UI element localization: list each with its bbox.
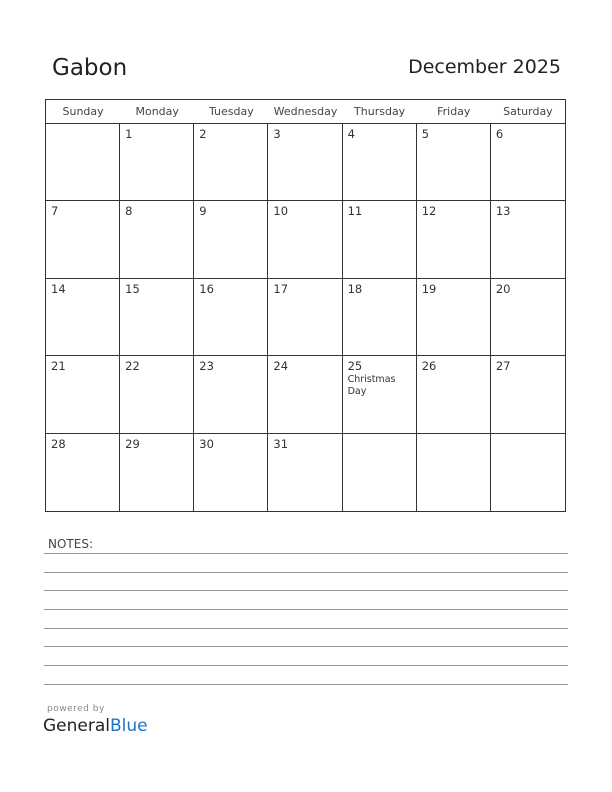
weekday-thursday: Thursday bbox=[354, 105, 406, 118]
day-cell bbox=[194, 434, 268, 511]
day-cell bbox=[417, 356, 491, 433]
day-number: 30 bbox=[199, 436, 214, 451]
day-cell bbox=[120, 124, 194, 201]
brand-blue: Blue bbox=[110, 716, 148, 736]
day-cell bbox=[417, 434, 491, 511]
day-number: 13 bbox=[495, 204, 511, 219]
weekday-sunday: Sunday bbox=[62, 105, 104, 118]
day-number: 8 bbox=[125, 204, 133, 219]
day-number: 20 bbox=[495, 281, 511, 296]
day-cell bbox=[120, 201, 194, 278]
day-cell bbox=[491, 356, 565, 433]
note-line bbox=[44, 590, 568, 591]
day-cell bbox=[194, 279, 268, 356]
day-cell bbox=[194, 356, 268, 433]
month-year-title: December 2025 bbox=[408, 56, 561, 78]
day-cell bbox=[268, 434, 342, 511]
day-number: 14 bbox=[51, 281, 66, 296]
notes-label: NOTES: bbox=[48, 537, 93, 551]
day-cell bbox=[343, 434, 417, 511]
weekday-friday: Friday bbox=[437, 105, 471, 118]
day-cell bbox=[120, 434, 194, 511]
day-cell bbox=[194, 201, 268, 278]
day-number: 27 bbox=[495, 359, 511, 374]
note-line bbox=[44, 665, 568, 666]
day-cell bbox=[343, 201, 417, 278]
day-number: 4 bbox=[347, 127, 355, 141]
day-number: 23 bbox=[199, 359, 214, 374]
powered-by-text: powered by bbox=[47, 704, 105, 714]
weekday-saturday: Saturday bbox=[503, 105, 553, 118]
note-line bbox=[44, 553, 568, 554]
day-number: 12 bbox=[421, 204, 437, 219]
day-number: 25 bbox=[347, 359, 363, 374]
day-number: 19 bbox=[421, 281, 437, 296]
weekday-tuesday: Tuesday bbox=[208, 105, 254, 118]
day-number: 15 bbox=[125, 281, 140, 296]
brand-general: General bbox=[43, 716, 110, 736]
day-number: 2 bbox=[199, 127, 207, 141]
day-number: 29 bbox=[125, 436, 140, 451]
day-number: 6 bbox=[495, 127, 504, 141]
day-cell bbox=[491, 201, 565, 278]
day-number: 10 bbox=[273, 204, 289, 219]
day-cell bbox=[491, 434, 565, 511]
note-line bbox=[44, 646, 568, 647]
day-cell bbox=[491, 124, 565, 201]
day-number: 18 bbox=[347, 281, 363, 296]
day-number: 11 bbox=[347, 204, 363, 219]
day-cell bbox=[120, 279, 194, 356]
brand-logo bbox=[43, 716, 148, 736]
day-cell bbox=[268, 279, 342, 356]
holiday-label: Christmas Day bbox=[347, 374, 396, 398]
day-cell bbox=[343, 279, 417, 356]
day-cell bbox=[268, 201, 342, 278]
day-cell bbox=[268, 124, 342, 201]
day-cell bbox=[491, 279, 565, 356]
day-grid bbox=[46, 124, 565, 511]
day-number: 17 bbox=[273, 281, 289, 296]
calendar-table bbox=[45, 99, 566, 512]
day-number: 31 bbox=[273, 436, 289, 451]
note-line bbox=[44, 628, 568, 629]
day-cell bbox=[46, 201, 120, 278]
day-cell bbox=[417, 279, 491, 356]
country-title: Gabon bbox=[52, 55, 128, 81]
day-number: 26 bbox=[421, 359, 437, 374]
day-number: 24 bbox=[273, 359, 289, 374]
day-cell bbox=[343, 356, 417, 433]
weekday-header-row bbox=[46, 100, 565, 124]
day-number: 16 bbox=[199, 281, 214, 296]
day-cell bbox=[417, 124, 491, 201]
day-cell bbox=[46, 356, 120, 433]
day-cell bbox=[194, 124, 268, 201]
day-cell bbox=[120, 356, 194, 433]
day-number: 1 bbox=[125, 127, 133, 141]
note-line bbox=[44, 684, 568, 685]
day-cell bbox=[343, 124, 417, 201]
note-line bbox=[44, 609, 568, 610]
weekday-monday: Monday bbox=[135, 105, 179, 118]
day-number: 9 bbox=[199, 204, 207, 219]
day-number: 3 bbox=[273, 127, 281, 141]
day-cell bbox=[46, 279, 120, 356]
day-number: 22 bbox=[125, 359, 140, 374]
day-number: 21 bbox=[51, 359, 66, 374]
day-cell bbox=[46, 124, 120, 201]
day-number: 28 bbox=[51, 436, 66, 451]
note-line bbox=[44, 572, 568, 573]
day-cell bbox=[46, 434, 120, 511]
day-number: 7 bbox=[51, 204, 59, 219]
day-cell bbox=[268, 356, 342, 433]
day-number: 5 bbox=[421, 127, 430, 141]
weekday-wednesday: Wednesday bbox=[273, 105, 338, 118]
day-cell bbox=[417, 201, 491, 278]
